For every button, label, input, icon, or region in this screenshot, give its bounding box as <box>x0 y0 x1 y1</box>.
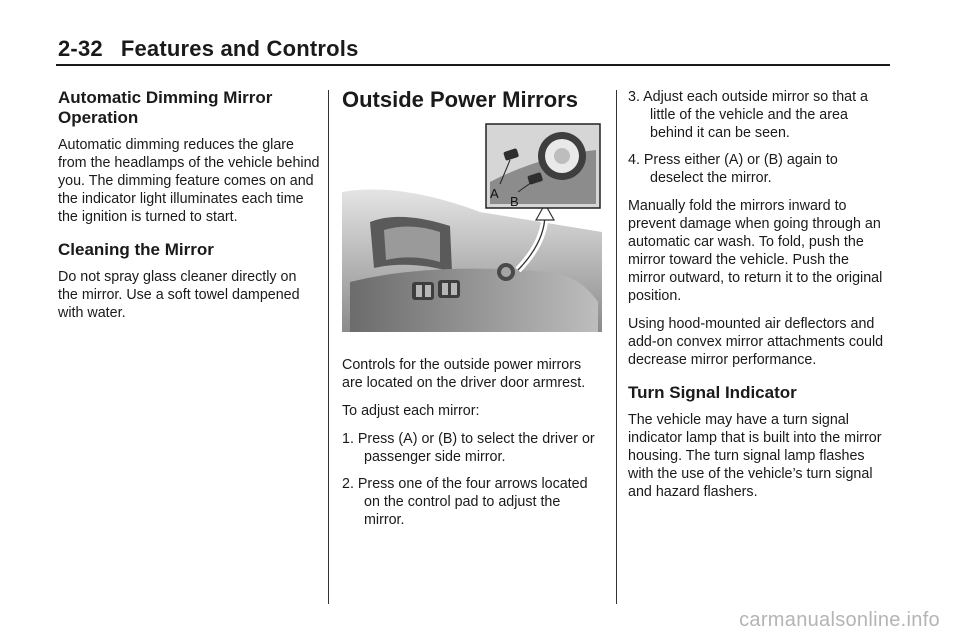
adjust-lead-text: To adjust each mirror: <box>342 403 480 420</box>
column-1 <box>58 88 320 332</box>
section-title: Features and Controls <box>120 36 359 61</box>
auto-dimming-heading: Automatic Dimming Mirror Operation <box>58 88 273 128</box>
page-number: 2-32 <box>58 36 103 61</box>
adjust-steps-list-continued <box>628 88 888 187</box>
outside-mirrors-heading: Outside Power Mirrors <box>342 87 578 112</box>
controls-location-text: Controls for the outside power mirrors are located on the driver door armrest. <box>342 357 586 392</box>
adjust-steps-list <box>342 430 602 529</box>
column-divider-2 <box>616 90 617 604</box>
column-2 <box>342 88 602 539</box>
watermark: carmanualsonline.info <box>739 609 940 631</box>
list-item: 3. Adjust each outside mirror so that a little of the vehicle and the area behind it can be seen. <box>628 89 868 141</box>
turn-signal-heading: Turn Signal Indicator <box>628 383 797 402</box>
list-item: 1. Press (A) or (B) to select the driver or passenger side mirror. <box>342 431 595 466</box>
turn-signal-body: The vehicle may have a turn signal indicator lamp that is built into the mirror housing. The turn signal lamp flashes with the use of the vehicle’s turn signal and hazard flashers. <box>628 412 882 501</box>
column-divider-1 <box>328 90 329 604</box>
mirror-control-illustration <box>340 122 602 332</box>
cleaning-body: Do not spray glass cleaner directly on the mirror. Use a soft towel dampened with water. <box>58 269 300 322</box>
cleaning-heading: Cleaning the Mirror <box>58 240 214 260</box>
fold-mirrors-text: Manually fold the mirrors inward to prevent damage when going through an automatic car wash. To fold, push the mirror toward the vehicle. Push the mirror outward, to return it to the original position. <box>628 198 883 304</box>
column-3 <box>628 88 888 511</box>
page-header <box>58 36 359 62</box>
list-item: 4. Press either (A) or (B) again to deselect the mirror. <box>628 152 838 186</box>
label-a: A <box>490 186 499 202</box>
list-item: 2. Press one of the four arrows located on the control pad to adjust the mirror. <box>342 476 588 529</box>
label-b: B <box>510 194 519 210</box>
auto-dimming-body: Automatic dimming reduces the glare from the headlamps of the vehicle behind you. The dimming feature comes on and the indicator light illuminates each time the ignition is turned to start. <box>58 137 320 226</box>
deflector-warning-text: Using hood-mounted air deflectors and add-on convex mirror attachments could decrease mirror performance. <box>628 316 884 368</box>
header-rule <box>56 64 890 66</box>
